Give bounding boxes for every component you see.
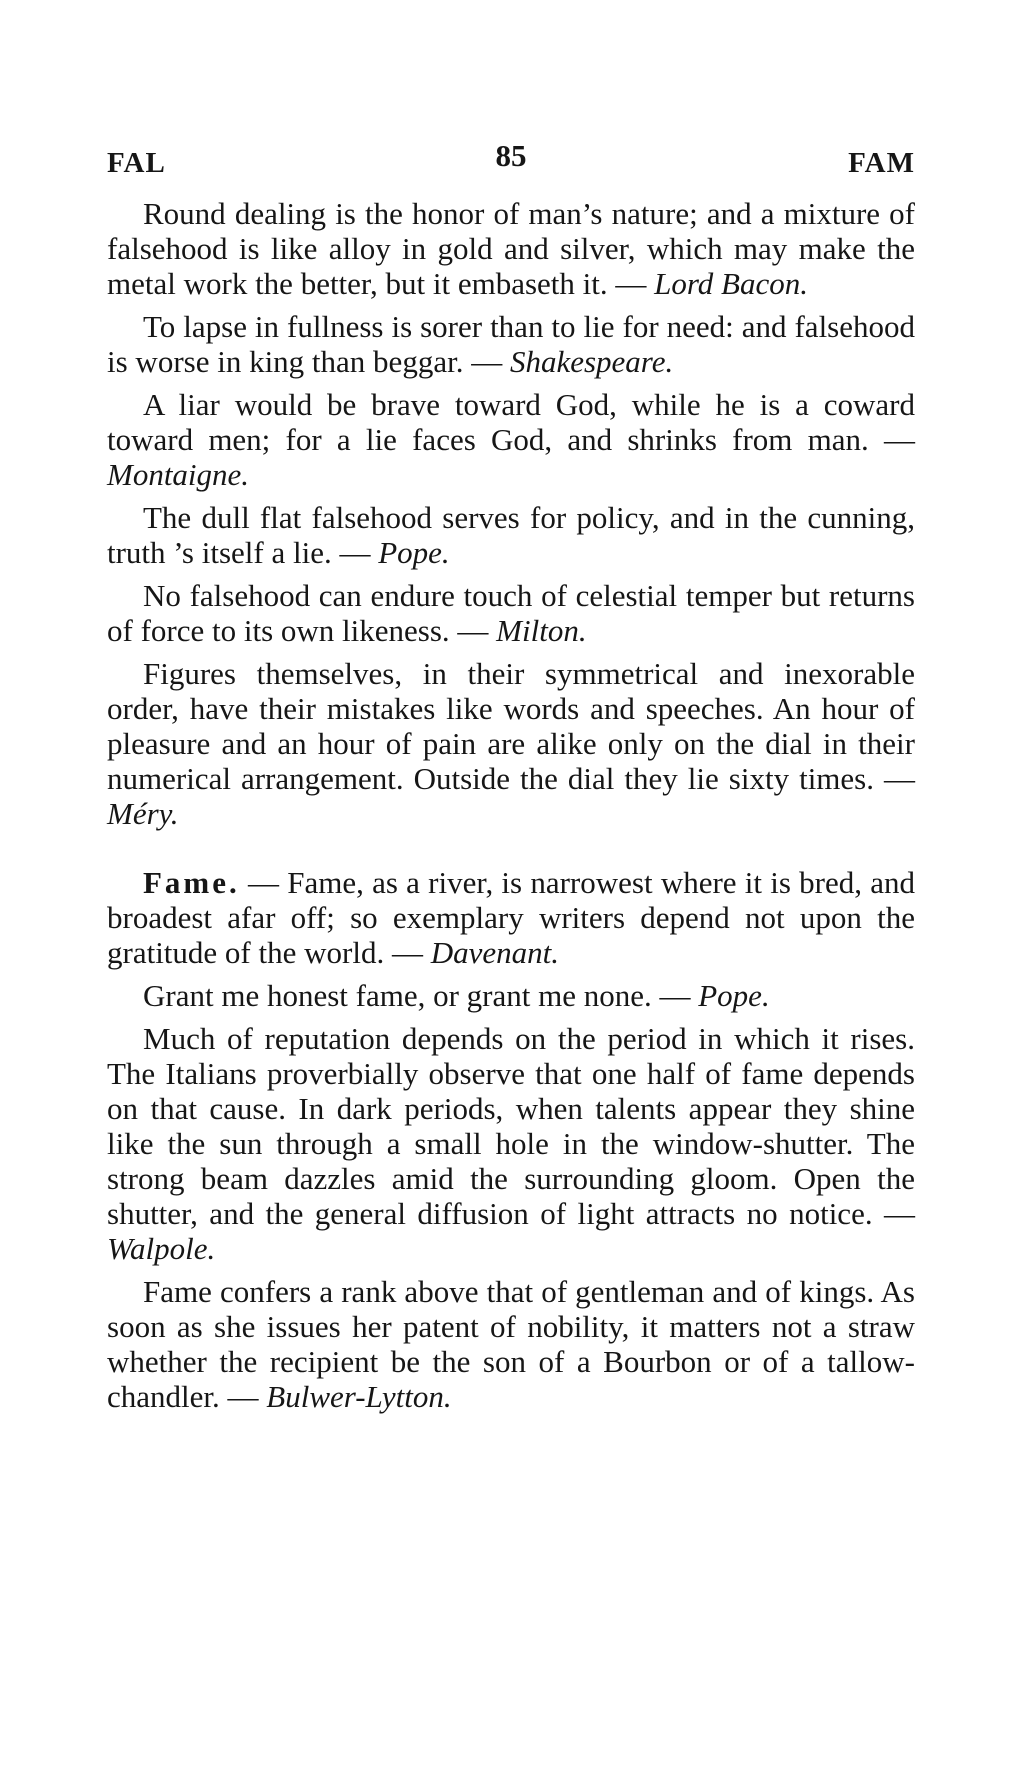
- quotation: [107, 309, 915, 379]
- page-number: 85: [495, 138, 527, 173]
- quotation: [107, 1274, 915, 1414]
- quote-text: Round dealing is the honor of man’s nature; and a mixture of falsehood is like alloy in gold and silver, which may make the metal work the better, but it embaseth it.: [107, 196, 915, 301]
- book-page: [107, 138, 915, 1422]
- quote-text: Fame confers a rank above that of gentleman and of kings. As soon as she issues her patent of nobility, it matters not a straw whether the recipient be the son of a Bourbon or of a tallow-chandler.: [107, 1274, 915, 1414]
- quote-text: Grant me honest fame, or grant me none.: [143, 978, 652, 1013]
- quote-text: The dull flat falsehood serves for policy, and in the cunning, truth ’s itself a lie.: [107, 500, 915, 570]
- quote-text: Figures themselves, in their symmetrical and inexorable order, have their mistakes like words and speeches. An hour of pleasure and an hour of pain are alike only on the dial in their numerical arrangement. Outside the dial they lie sixty times.: [107, 656, 915, 796]
- topic-heading: Fame.: [143, 865, 240, 900]
- attribution-dash: —: [651, 978, 699, 1013]
- attribution-dash: —: [331, 535, 379, 570]
- quote-author: Montaigne.: [107, 457, 250, 492]
- quote-text: A liar would be brave toward God, while he is a coward toward men; for a lie faces God, and shrinks from man.: [107, 387, 915, 457]
- quote-author: Milton.: [496, 613, 587, 648]
- header-right-guide-word: FAM: [848, 147, 915, 179]
- attribution-dash: —: [868, 422, 916, 457]
- quotation: [107, 387, 915, 492]
- quote-author: Pope.: [698, 978, 770, 1013]
- attribution-dash: —: [463, 344, 510, 379]
- quotation: [107, 1021, 915, 1266]
- quote-text: To lapse in fullness is sorer than to lie for need: and falsehood is worse in king than beggar.: [107, 309, 915, 379]
- quote-author: Bulwer-Lytton.: [266, 1379, 452, 1414]
- quotation: [107, 978, 915, 1013]
- quote-author: Lord Bacon.: [654, 266, 809, 301]
- quotation: [107, 500, 915, 570]
- attribution-dash: —: [607, 266, 655, 301]
- quotation: [107, 196, 915, 301]
- quotation: [107, 656, 915, 831]
- attribution-dash: —: [872, 1196, 916, 1231]
- attribution-dash: —: [219, 1379, 267, 1414]
- quote-author: Méry.: [107, 796, 179, 831]
- quote-author: Davenant.: [430, 935, 559, 970]
- quotation-list: [107, 196, 915, 1414]
- quotation: [107, 865, 915, 970]
- quote-author: Pope.: [378, 535, 450, 570]
- attribution-dash: —: [384, 935, 431, 970]
- attribution-dash: —: [449, 613, 497, 648]
- header-left-guide-word: FAL: [107, 147, 166, 179]
- quote-text: No falsehood can endure touch of celestial temper but returns of force to its own likeness.: [107, 578, 915, 648]
- quote-text: Much of reputation depends on the period in which it rises. The Italians proverbially observe that one half of fame depends on that cause. In dark periods, when talents appear they shine like the sun through a small hole in the window-shutter. The strong beam dazzles amid the surrounding gloom. Open the shutter, and the general diffusion of light attracts no notice.: [107, 1021, 915, 1231]
- quote-author: Walpole.: [107, 1231, 216, 1266]
- attribution-dash: —: [874, 761, 916, 796]
- quote-author: Shakespeare.: [509, 344, 674, 379]
- quotation: [107, 578, 915, 648]
- running-header: [107, 138, 915, 190]
- quote-text: — Fame, as a river, is narrowest where it is bred, and broadest afar off; so exemplary writers depend not upon the gratitude of the world.: [107, 865, 915, 970]
